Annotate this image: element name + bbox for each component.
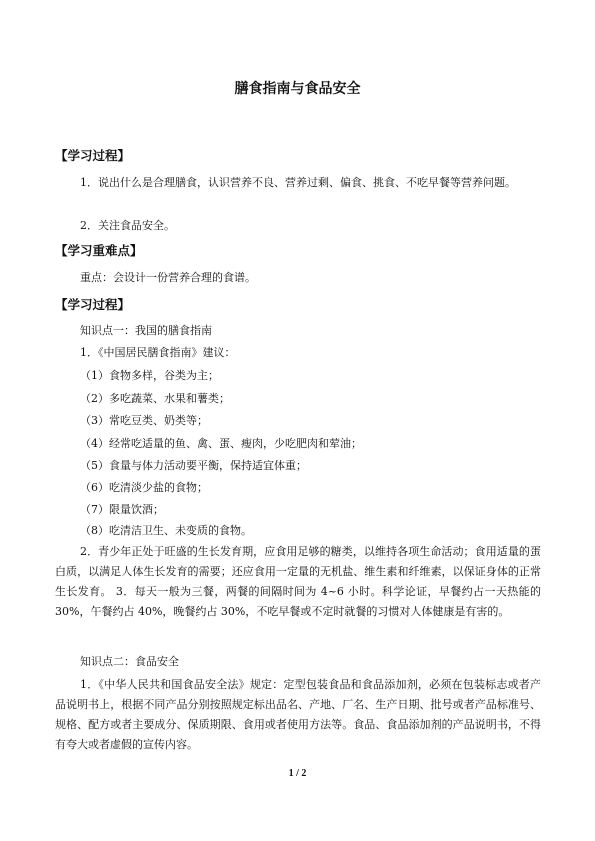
guideline-item: （6）吃清淡少盐的食物；: [80, 481, 208, 494]
paragraph-food-safety-law: 1．《中华人民共和国食品安全法》规定：定型包装食品和食品添加剂，必须在包装标志或者产品说明书上，根据不同产品分别按照规定标出品名、产地、厂名、生产日期、批号或者产品标准号、规格、配方或者主要成分、保质期限、食用或者使用方法等。食品、食品添加剂的产品说明书，不得有夸大或者虚假的宣传内容。: [55, 678, 541, 751]
guideline-intro: 1．《中国居民膳食指南》建议：: [80, 346, 236, 359]
paragraph-goal-1: 1．说出什么是合理膳食，认识营养不良、营养过剩、偏食、挑食、不吃早餐等营养问题。: [80, 176, 516, 189]
knowledge-point-1-title: 知识点一：我国的膳食指南: [80, 324, 212, 337]
guideline-item: （1）食物多样，谷类为主；: [80, 369, 219, 382]
section-heading-keypoints: 【学习重难点】: [55, 243, 143, 258]
paragraph-goal-2: 2．关注食品安全。: [80, 219, 175, 232]
guideline-item: （4）经常吃适量的鱼、禽、蛋、瘦肉，少吃肥肉和荤油；: [80, 437, 362, 450]
knowledge-point-2-title: 知识点二：食品安全: [80, 655, 179, 668]
guideline-item: （8）吃清洁卫生、未变质的食物。: [80, 524, 252, 537]
guideline-item: （2）多吃蔬菜、水果和薯类；: [80, 392, 230, 405]
section-heading-process: 【学习过程】: [55, 148, 131, 163]
guideline-item: （5）食量与体力活动要平衡，保持适宜体重；: [80, 459, 307, 472]
document-title: 膳食指南与食品安全: [234, 81, 361, 97]
page-number: 1 / 2: [288, 768, 307, 779]
paragraph-keypoint: 重点：会设计一份营养合理的食谱。: [80, 271, 256, 284]
guideline-item: （3）常吃豆类、奶类等；: [80, 414, 208, 427]
section-heading-process-2: 【学习过程】: [55, 297, 131, 312]
paragraph-teen-diet: 2．青少年正处于旺盛的生长发育期，应食用足够的糖类，以维持各项生命活动；食用适量的蛋白质，以满足人体生长发育的需要；还应食用一定量的无机盐、维生素和纤维素，以保证身体的正常生长发育。 3．每天一般为三餐，两餐的间隔时间为 4~6 小时。科学论证，早餐约占一天热能的 30%，午餐约占 40%，晚餐约占 30%，不吃早餐或不定时就餐的习惯对人体健康是有害的。: [55, 545, 541, 618]
guideline-item: （7）限量饮酒；: [80, 503, 164, 516]
